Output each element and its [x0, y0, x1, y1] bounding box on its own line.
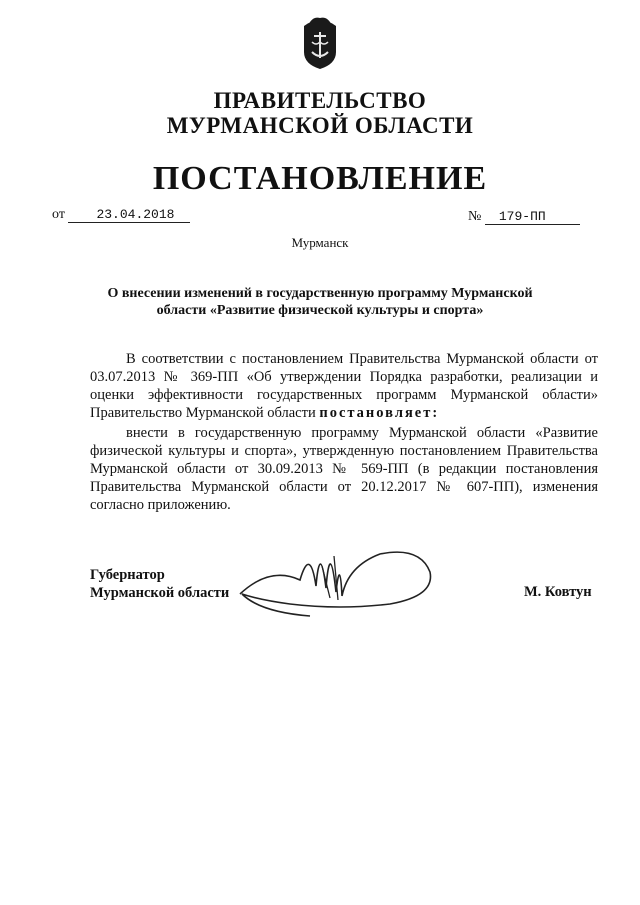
org-name-line2: МУРМАНСКОЙ ОБЛАСТИ: [166, 113, 474, 138]
position-line1: Губернатор: [90, 567, 165, 583]
city-name: Мурманск: [291, 235, 349, 250]
handwritten-signature: [230, 536, 440, 626]
position-line2: Мурманской области: [90, 585, 230, 601]
signatory-position: [90, 566, 229, 602]
coat-of-arms-icon: [298, 12, 342, 70]
document-type: ПОСТАНОВЛЕНИЕ: [152, 160, 488, 197]
date-field: [52, 207, 190, 223]
org-name-line1: ПРАВИТЕЛЬСТВО: [213, 88, 427, 113]
number-prefix: №: [468, 209, 482, 224]
resolves-word: постановляет:: [319, 405, 440, 421]
paragraph-preamble: [90, 350, 598, 422]
signatory-name: М. Ковтун: [524, 584, 592, 600]
date-prefix: от: [52, 207, 65, 222]
paragraph-resolution: внести в государственную программу Мурманской области «Развитие физической культуры и спорта», утвержденную постановлением Правительства Мурманской области от 30.09.2013 № 569-ПП (в редакции постановления Правительства Мурманской области от 20.12.2017 № 607-ПП), изменения согласно приложению.: [90, 425, 598, 513]
document-title: О внесении изменений в государственную программу Мурманской области «Развитие физической культуры и спорта»: [107, 286, 533, 318]
number-field: [468, 209, 580, 225]
number-value: 179-ПП: [485, 209, 580, 225]
date-value: 23.04.2018: [68, 207, 190, 223]
preamble-text: В соответствии с постановлением Правительства Мурманской области от 03.07.2013 № 369-ПП «Об утверждении Порядка разработки, реализации и оценки эффективности государственных программ Мурманской области» Правительство Мурманской области: [90, 351, 598, 421]
